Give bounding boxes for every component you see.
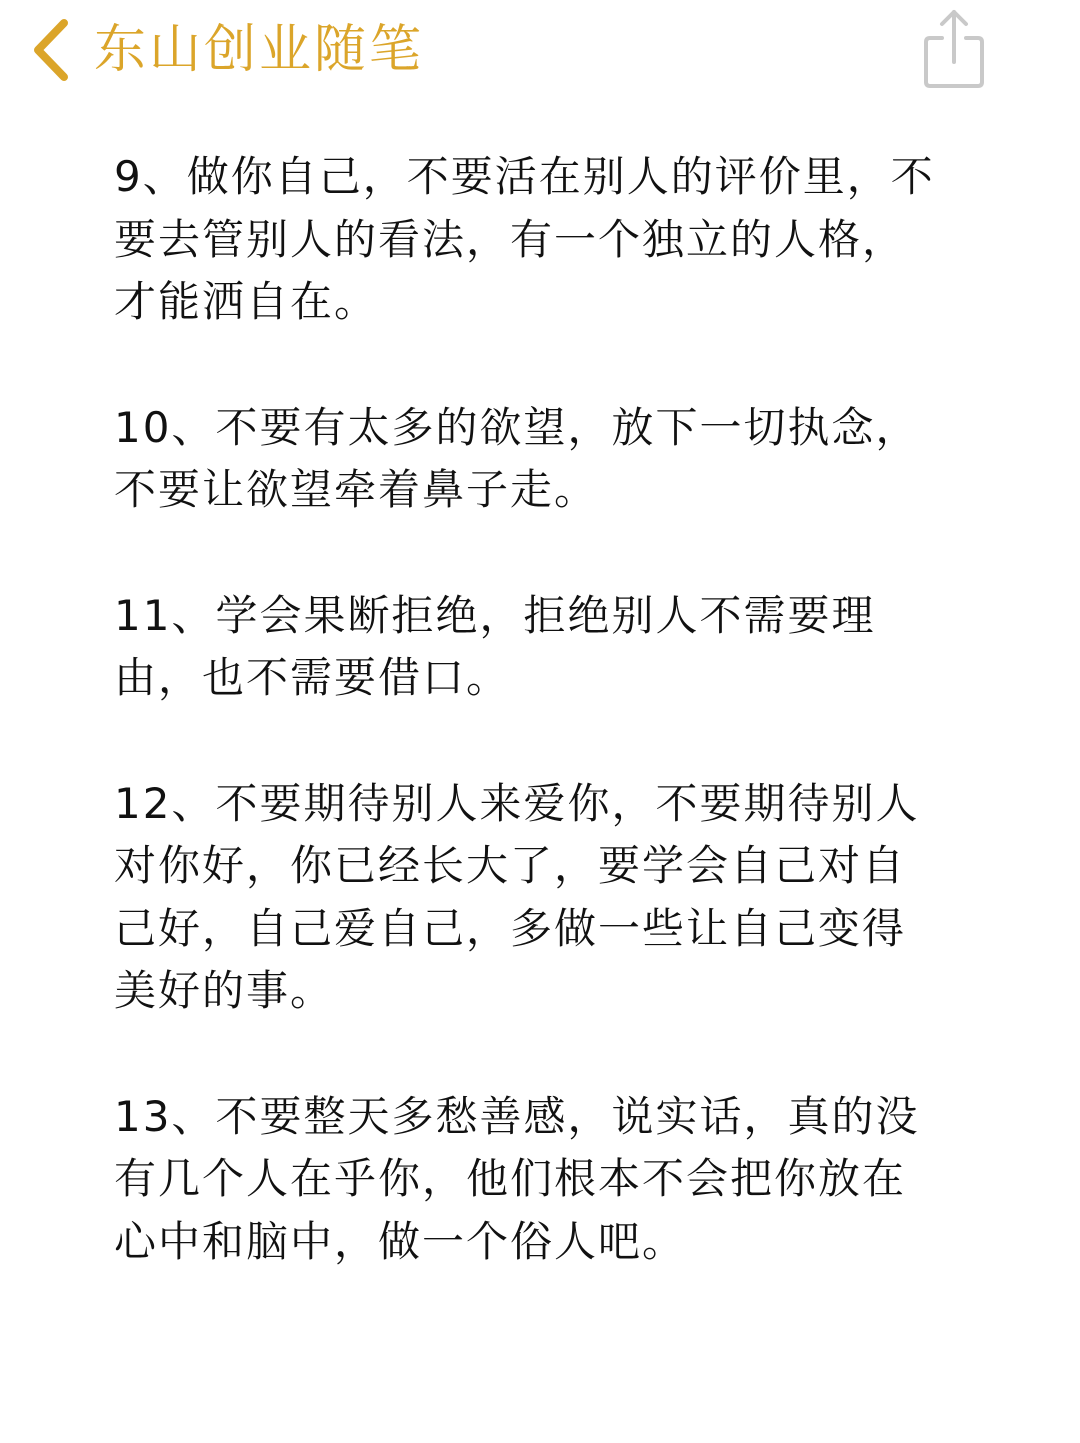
text-line: 己好，自己爱自己，多做一些让自己变得 — [114, 903, 907, 953]
text-line: 9、做你自己，不要活在别人的评价里，不 — [114, 152, 935, 201]
share-icon[interactable] — [918, 8, 990, 90]
text-line: 13、不要整天多愁善感，说实话，真的没 — [114, 1091, 920, 1141]
text-line: 由，也不需要借口。 — [114, 653, 511, 702]
page-title: 东山创业随笔 — [94, 20, 425, 80]
note-content — [114, 146, 974, 1336]
note-paragraph-12 — [114, 773, 974, 1023]
text-line: 才能洒自在。 — [114, 277, 379, 326]
text-line: 美好的事。 — [114, 966, 335, 1015]
text-line: 不要让欲望牵着鼻子走。 — [114, 465, 599, 514]
text-line: 11、学会果断拒绝，拒绝别人不需要理 — [114, 590, 876, 640]
text-line: 12、不要期待别人来爱你，不要期待别人 — [114, 778, 920, 828]
back-button[interactable] — [28, 14, 424, 86]
note-paragraph-10 — [114, 397, 974, 522]
text-line: 有几个人在乎你，他们根本不会把你放在 — [114, 1154, 907, 1203]
share-button[interactable] — [918, 8, 990, 90]
note-paragraph-13 — [114, 1086, 974, 1274]
note-paragraph-9 — [114, 146, 974, 334]
note-paragraph-11 — [114, 585, 974, 710]
text-line: 心中和脑中，做一个俗人吧。 — [114, 1216, 687, 1266]
navigation-bar — [0, 0, 1080, 110]
text-line: 对你好，你已经长大了，要学会自己对自 — [114, 841, 907, 890]
text-line: 要去管别人的看法，有一个独立的人格， — [114, 214, 907, 264]
chevron-left-icon[interactable] — [28, 17, 72, 83]
text-line: 10、不要有太多的欲望，放下一切执念， — [114, 402, 920, 452]
